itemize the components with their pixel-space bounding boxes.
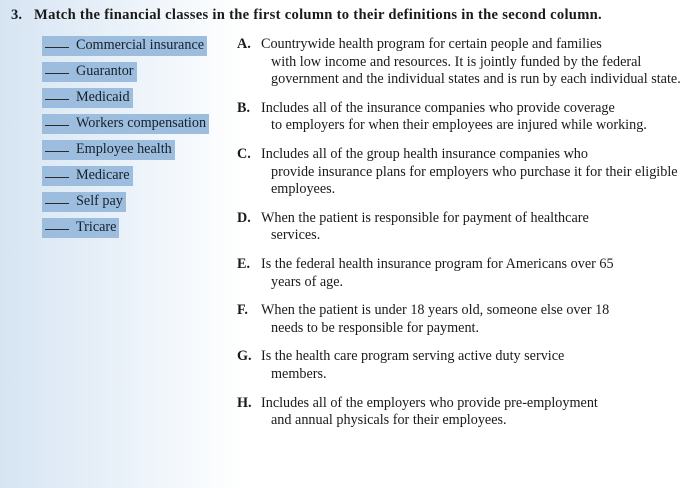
definition-item — [237, 36, 689, 89]
term-label: Tricare — [76, 219, 117, 235]
definition-letter: F. — [237, 302, 248, 319]
definition-letter: B. — [237, 99, 251, 116]
definition-text-continuation: to employers for when their employees are injured while working. — [271, 117, 647, 134]
definition-text-first-line: When the patient is under 18 years old, someone else over 18 — [261, 302, 610, 319]
term-label: Guarantor — [76, 63, 134, 79]
definition-text-continuation: services. — [271, 227, 321, 244]
definition-text-continuation: members. — [271, 365, 327, 382]
definition-item — [237, 100, 689, 135]
definition-text — [260, 100, 689, 135]
term-item[interactable] — [42, 36, 207, 56]
definition-text-first-line: Includes all of the group health insurance companies who — [261, 145, 588, 162]
term-label: Employee health — [76, 141, 172, 157]
definition-text-first-line: Is the health care program serving active duty service — [261, 348, 565, 365]
definition-letter: H. — [237, 394, 252, 411]
term-item[interactable] — [42, 88, 133, 108]
definition-text — [260, 348, 689, 383]
definition-letter: D. — [237, 209, 251, 226]
definition-text — [260, 36, 689, 89]
question-number: 3. — [11, 7, 22, 23]
answer-blank-input[interactable] — [45, 99, 69, 100]
answer-blank-input[interactable] — [45, 47, 69, 48]
definition-text — [260, 256, 689, 291]
term-row — [42, 88, 232, 114]
definition-text — [260, 210, 689, 245]
definition-text-continuation: needs to be responsible for payment. — [271, 319, 480, 336]
definition-text — [260, 395, 689, 430]
definition-text-first-line: Includes all of the insurance companies who provide coverage — [261, 99, 615, 116]
definition-text-first-line: Includes all of the employers who provide pre-employment — [261, 394, 598, 411]
definition-text-continuation: years of age. — [271, 273, 344, 290]
definition-text-first-line: Countrywide health program for certain people and families — [261, 36, 602, 52]
answer-blank-input[interactable] — [45, 125, 69, 126]
definition-item — [237, 146, 689, 199]
term-row — [42, 36, 232, 62]
definition-letter: G. — [237, 348, 252, 365]
definition-text — [260, 302, 689, 337]
term-label: Commercial insurance — [76, 37, 205, 53]
definition-letter: A. — [237, 36, 251, 52]
definition-item — [237, 395, 689, 430]
answer-blank-input[interactable] — [45, 203, 69, 204]
question-heading — [0, 6, 700, 25]
definitions-column — [237, 36, 689, 441]
answer-blank-input[interactable] — [45, 73, 69, 74]
term-row — [42, 114, 232, 140]
definition-item — [237, 210, 689, 245]
answer-blank-input[interactable] — [45, 177, 69, 178]
answer-blank-input[interactable] — [45, 229, 69, 230]
term-item[interactable] — [42, 140, 175, 160]
term-item[interactable] — [42, 166, 133, 186]
definition-item — [237, 302, 689, 337]
definition-letter: E. — [237, 255, 251, 272]
definition-item — [237, 348, 689, 383]
term-item[interactable] — [42, 192, 126, 212]
definition-item — [237, 256, 689, 291]
definition-text-first-line: When the patient is responsible for payment of healthcare — [261, 209, 589, 226]
definition-letter: C. — [237, 145, 251, 162]
term-item[interactable] — [42, 114, 209, 134]
terms-column — [42, 36, 232, 244]
term-row — [42, 218, 232, 244]
definition-text-continuation: with low income and resources. It is jointly funded by the federal government and the individual states and is run by each individual state. — [271, 53, 681, 88]
definition-text-first-line: Is the federal health insurance program for Americans over 65 — [261, 255, 614, 272]
answer-blank-input[interactable] — [45, 151, 69, 152]
term-label: Self pay — [76, 193, 123, 209]
term-item[interactable] — [42, 218, 119, 238]
term-row — [42, 140, 232, 166]
term-item[interactable] — [42, 62, 137, 82]
definition-text-continuation: provide insurance plans for employers who purchase it for their eligible employees. — [271, 163, 678, 198]
term-label: Medicare — [76, 167, 130, 183]
term-row — [42, 62, 232, 88]
term-row — [42, 192, 232, 218]
term-label: Workers compensation — [76, 115, 207, 131]
term-label: Medicaid — [76, 89, 130, 105]
term-row — [42, 166, 232, 192]
definition-text-continuation: and annual physicals for their employees. — [271, 412, 507, 429]
question-prompt: Match the financial classes in the first column to their definitions in the second column. — [34, 7, 603, 23]
definition-text — [260, 146, 689, 199]
